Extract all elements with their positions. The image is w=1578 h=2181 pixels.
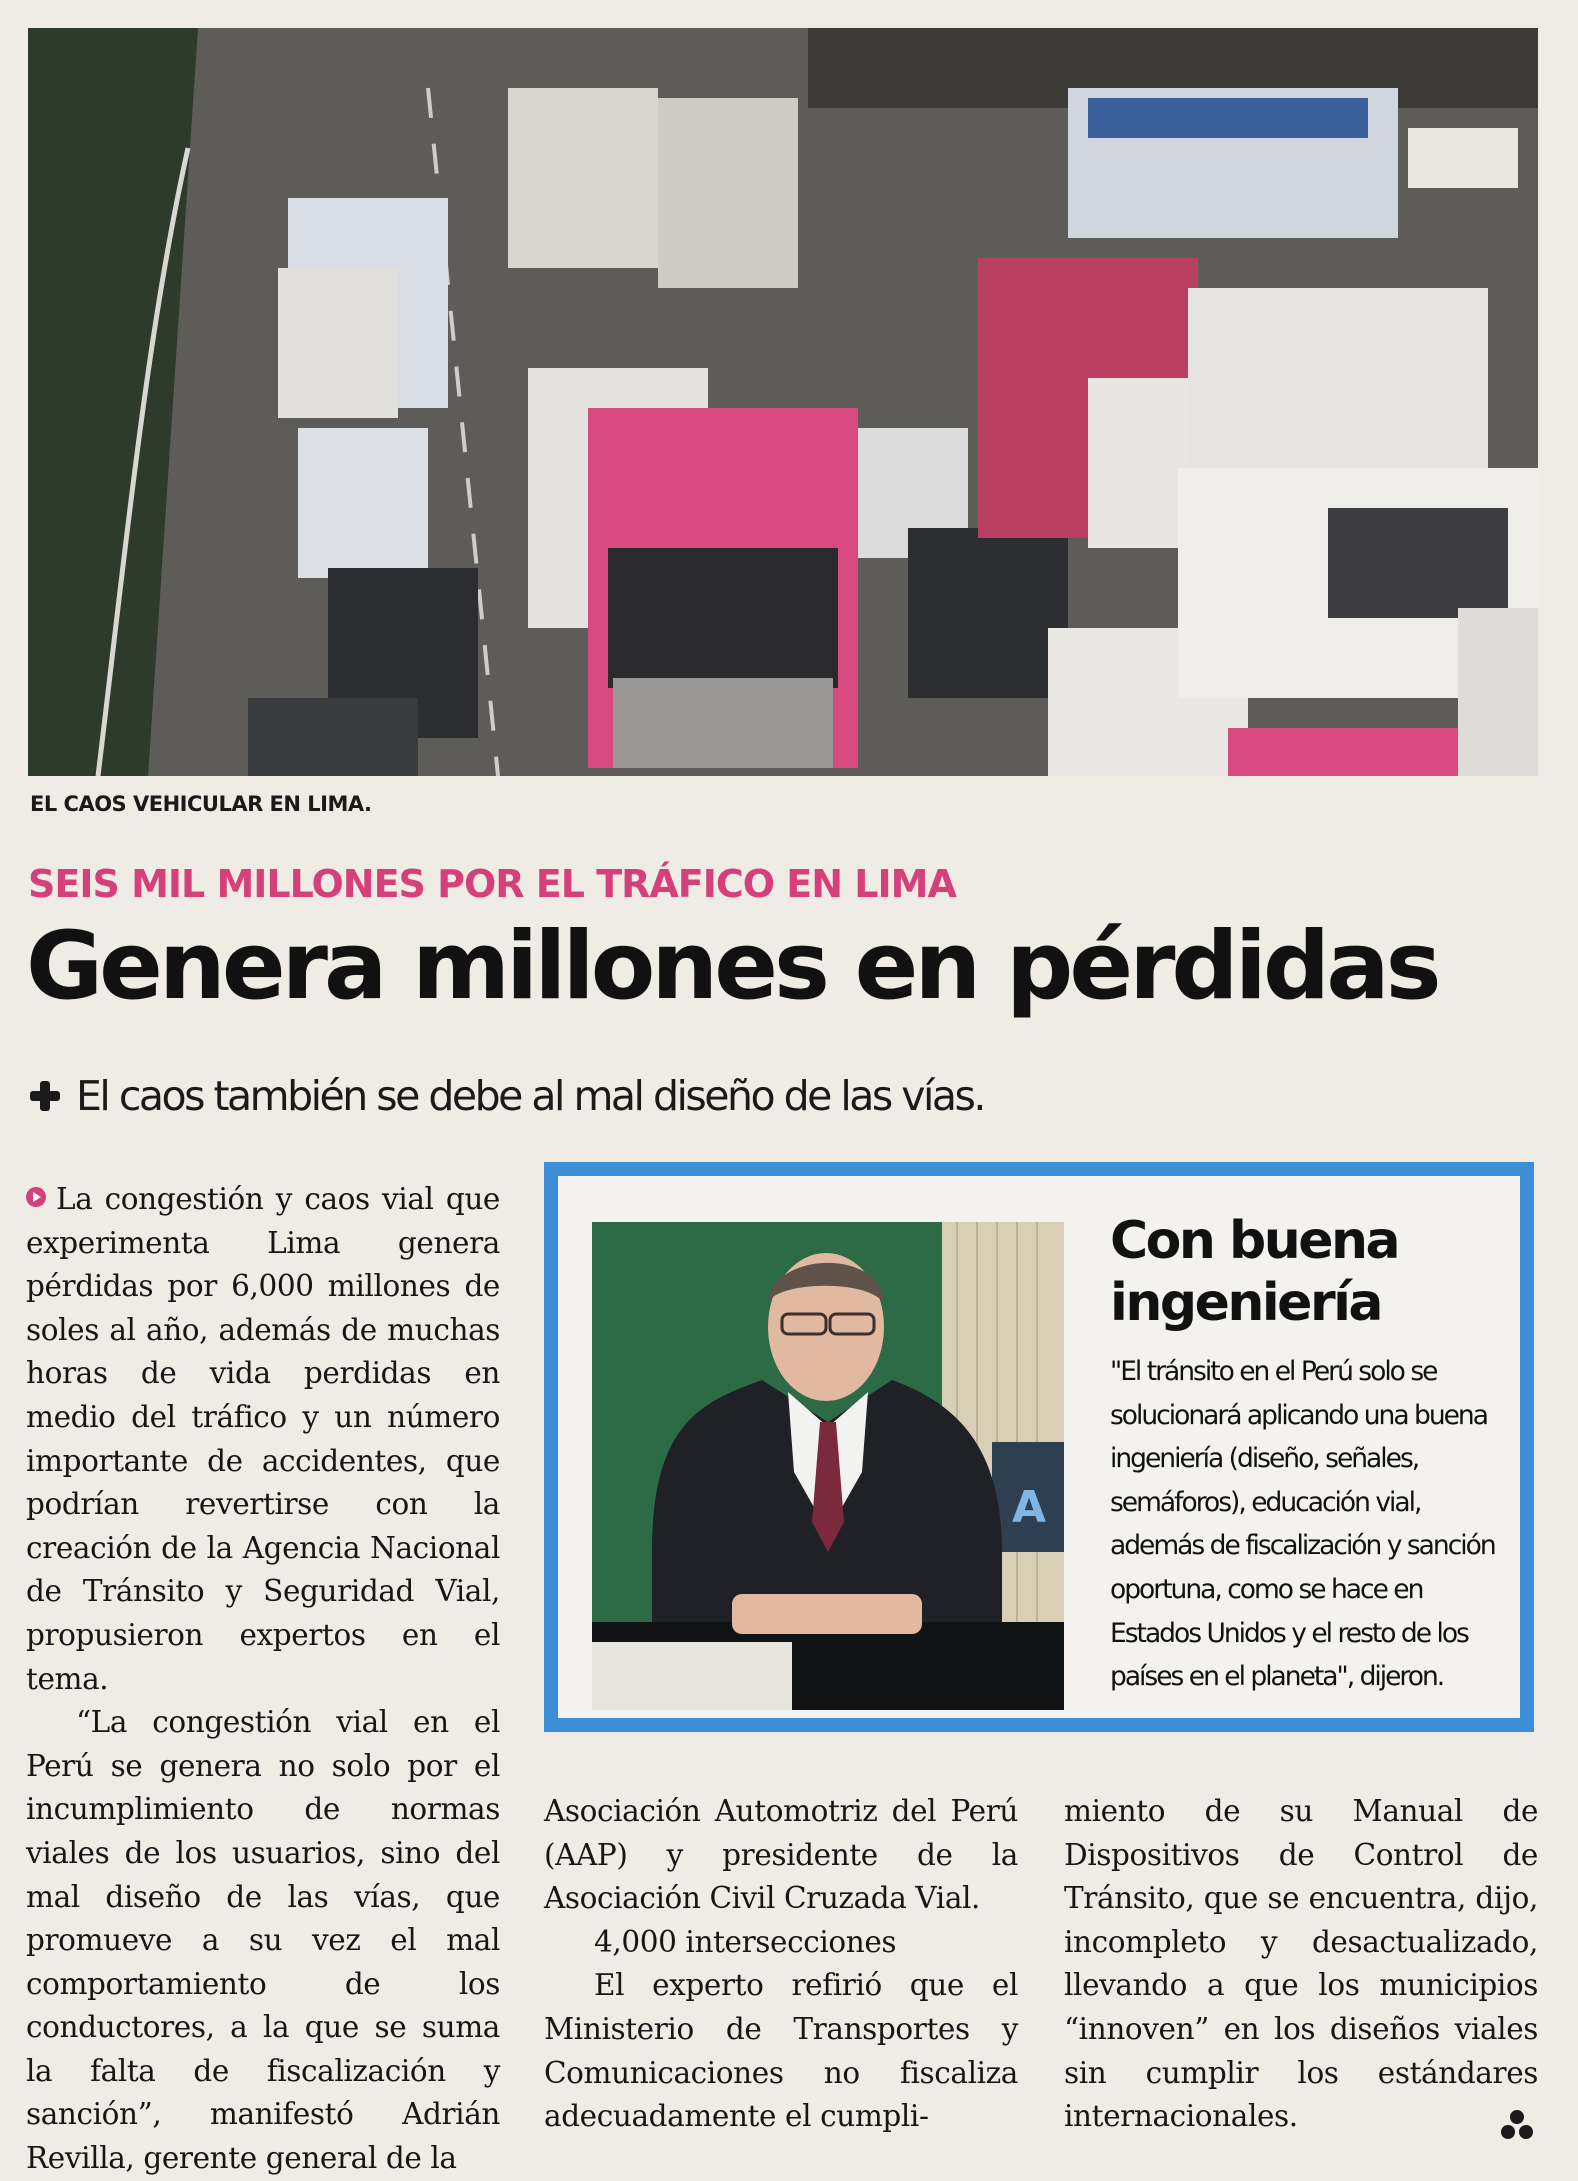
traffic-photo [28,28,1538,776]
paragraph: Asociación Automotriz del Perú (AAP) y presidente de la Asociación Civil Cruzada Vial. [544,1794,1018,1916]
traffic-illustration [28,28,1538,776]
paragraph-text: La congestión y caos vial que experimenta Lima genera pérdidas por 6,000 millones de soles al año, además de muchas horas de vida perdidas en medio del tráfico y un número importante de accidentes, que podrían revertirse con la creación de la Agencia Nacional de Tránsito y Seguridad Vial, propusieron expertos en el tema. [26,1182,500,1696]
article-end-icon [1500,2108,1534,2142]
article-column-3 [1064,1790,1538,2139]
paragraph: miento de su Manual de Dispositivos de Control de Tránsito, que se encuentra, dijo, incompleto y desactualizado, llevando a que los municipios “innoven” en los diseños viales sin cumplir los estándares internacionales. [1064,1794,1538,2134]
subhead-text: El caos también se debe al mal diseño de las vías. [76,1072,984,1120]
article-column-1 [26,1178,500,2181]
portrait-illustration [592,1222,1064,1710]
paragraph: El experto refirió que el Ministerio de Transportes y Comunicaciones no fiscaliza adecuadamente el cumpli- [544,1968,1018,2134]
section-subtitle: 4,000 intersecciones [594,1924,897,1959]
sidebar-box [544,1162,1534,1732]
article-subhead [30,1072,984,1120]
sidebar-title: Con buena ingeniería [1110,1211,1399,1333]
article-headline: Genera millones en pérdidas [26,912,1438,1021]
article-column-2 [544,1790,1018,2139]
article-kicker: SEIS MIL MILLONES POR EL TRÁFICO EN LIMA [28,862,956,906]
plus-icon [30,1081,60,1111]
bullet-arrow-icon [26,1187,46,1207]
sidebar-quote: "El tránsito en el Perú solo se solucionará aplicando una buena ingeniería (diseño, señales, semáforos), educación vial, además de fiscalización y sanción oportuna, como se hace en Estados Unidos y el resto de los países en el planeta", dijeron. [1110,1356,1495,1693]
photo-caption: EL CAOS VEHICULAR EN LIMA. [30,792,372,816]
portrait-photo [592,1222,1064,1710]
paragraph: “La congestión vial en el Perú se genera no solo por el incumplimiento de normas viales de los usuarios, sino del mal diseño de las vías, que promueve a su vez el mal comportamiento de los conductores, a la que se suma la falta de fiscalización y sanción”, manifestó Adrián Revilla, gerente general de la [26,1705,500,2176]
laptop-logo-text: A [1012,1482,1047,1533]
paragraph [26,1178,500,1701]
